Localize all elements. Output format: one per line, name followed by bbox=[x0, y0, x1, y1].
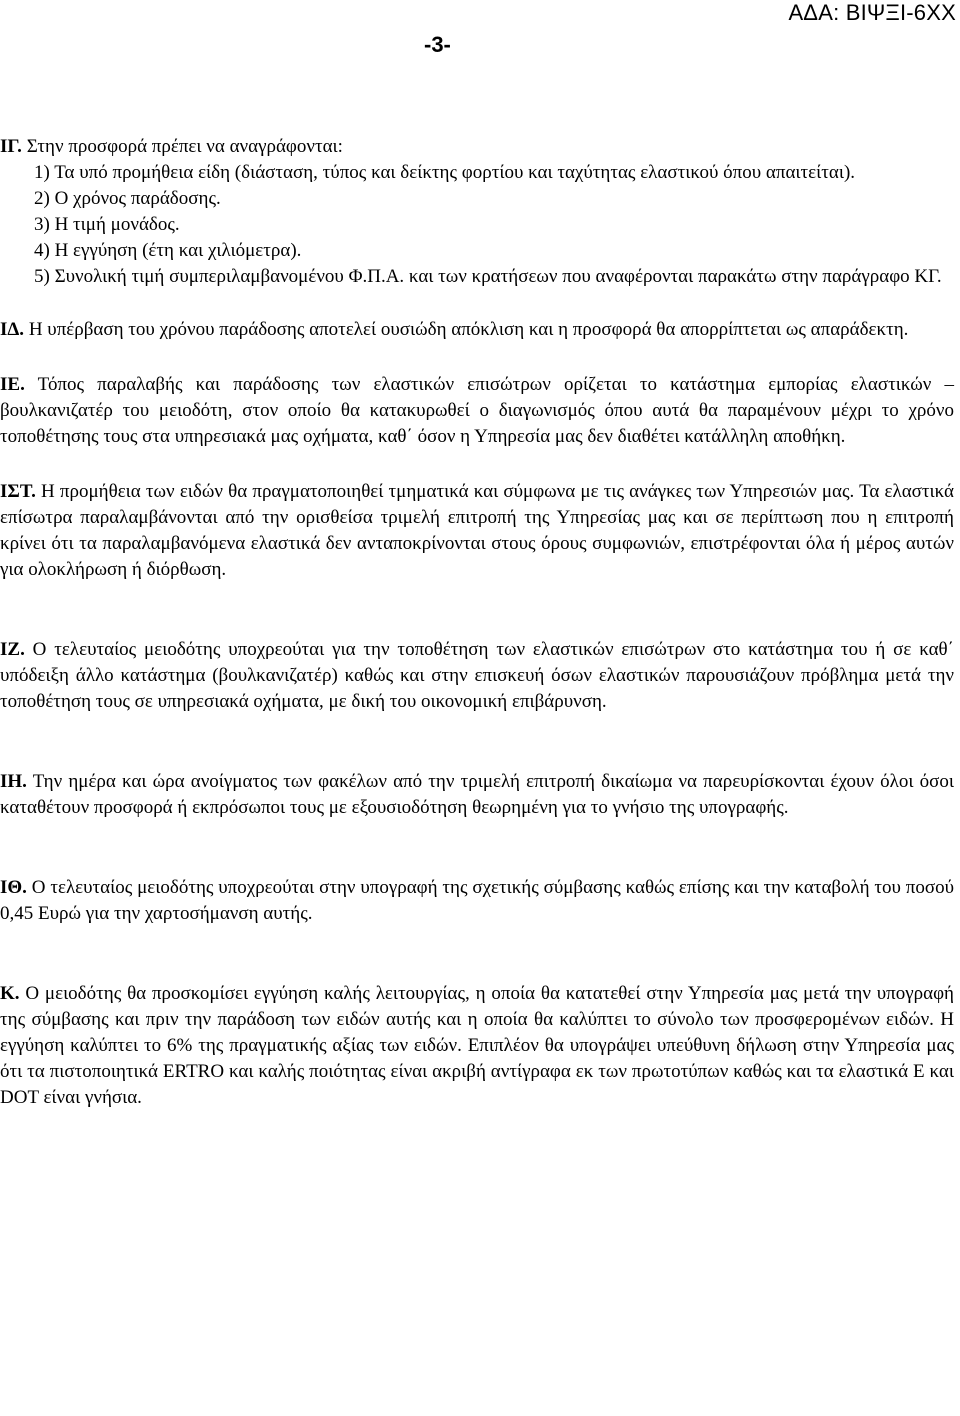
section-text: Ο μειοδότης θα προσκομίσει εγγύηση καλής λειτουργίας, η οποία θα κατατεθεί στην Υπηρεσία μας μετά την υπογραφή της σύμβασης και πριν την παράδοση των ειδών αυτής και η οποία θα καλύπτει το σύνολο των προσφερομένων ειδών. Η εγγύηση καλύπτει το 6% της πραγματικής αξίας των ειδών. Επιπλέον θα υπογράψει υπεύθυνη δήλωση στην Υπηρεσία μας ότι τα πιστοποιητικά ERTRO και καλής ποιότητας είναι ακριβή αντίγραφα εκ των πρωτοτύπων καθώς και τα ελαστικά Ε και DOT είναι γνήσια. bbox=[0, 983, 954, 1108]
section-ist bbox=[0, 479, 954, 583]
section-text: Η υπέρβαση του χρόνου παράδοσης αποτελεί ουσιώδη απόκλιση και η προσφορά θα απορρίπτεται ως απαράδεκτη. bbox=[24, 319, 909, 340]
list-item: 4) Η εγγύηση (έτη και χιλιόμετρα). bbox=[34, 240, 302, 261]
section-text: Ο τελευταίος μειοδότης υποχρεούται στην υπογραφή της σχετικής σύμβασης καθώς επίσης και την καταβολή του ποσού 0,45 Ευρώ για την χαρτοσήμανση αυτής. bbox=[0, 877, 954, 924]
section-text: Τόπος παραλαβής και παράδοσης των ελαστικών επισώτρων ορίζεται το κατάστημα εμπορίας ελαστικών – βουλκανιζατέρ του μειοδότη, στον οποίο θα κατακυρωθεί ο διαγωνισμός όπου αυτά θα παραμένουν μέχρι το χρόνο τοποθέτησης τους στα υπηρεσιακά μας οχήματα, καθ΄ όσον η Υπηρεσία μας δεν διαθέτει κατάλληλη αποθήκη. bbox=[0, 374, 954, 447]
section-ig-intro-text: Στην προσφορά πρέπει να αναγράφονται: bbox=[21, 136, 343, 157]
list-item: 1) Τα υπό προμήθεια είδη (διάσταση, τύπος και δείκτης φορτίου και ταχύτητας ελαστικού όπου απαιτείται). bbox=[34, 162, 856, 183]
section-iz bbox=[0, 637, 954, 715]
section-label: ΙΗ. bbox=[0, 771, 27, 792]
section-text: Την ημέρα και ώρα ανοίγματος των φακέλων από την τριμελή επιτροπή δικαίωμα να παρευρίσκονται έχουν όλοι όσοι καταθέτουν προσφορά ή εκπρόσωποι τους με εξουσιοδότηση θεωρημένη για το γνήσιο της υπογραφής. bbox=[0, 771, 954, 818]
list-item: 3) Η τιμή μονάδος. bbox=[34, 214, 180, 235]
list-item: 2) Ο χρόνος παράδοσης. bbox=[34, 188, 221, 209]
list-item: 5) Συνολική τιμή συμπεριλαμβανομένου Φ.Π.Α. και των κρατήσεων που αναφέρονται παρακάτω στην παράγραφο ΚΓ. bbox=[34, 266, 942, 287]
section-label: ΙΔ. bbox=[0, 319, 25, 340]
section-text: Η προμήθεια των ειδών θα πραγματοποιηθεί τμηματικά και σύμφωνα με τις ανάγκες των Υπηρεσιών μας. Τα ελαστικά επίσωτρα παραλαμβάνονται από την ορισθείσα τριμελή επιτροπή της Υπηρεσίας μας και σε περίπτωση που η επιτροπή κρίνει ότι τα παραλαμβανόμενα ελαστικά δεν ανταποκρίνονται στους όρους συμφωνιών, επιστρέφονται όλα ή μέρος αυτών για ολοκλήρωση ή διόρθωση. bbox=[0, 481, 954, 580]
page-number: -3- bbox=[424, 32, 451, 57]
section-ith bbox=[0, 875, 954, 927]
section-ie bbox=[0, 372, 954, 450]
section-label: ΙΣΤ. bbox=[0, 481, 36, 502]
ada-code: ΑΔΑ: ΒΙΨΞΙ-6ΧΧ bbox=[788, 0, 956, 25]
requirements-list bbox=[0, 160, 954, 290]
section-ig-intro bbox=[0, 134, 954, 160]
section-label: ΙΓ. bbox=[0, 136, 22, 157]
section-label: Κ. bbox=[0, 983, 20, 1004]
section-ih bbox=[0, 769, 954, 821]
section-label: ΙΕ. bbox=[0, 374, 25, 395]
section-text: Ο τελευταίος μειοδότης υποχρεούται για την τοποθέτηση των ελαστικών επισώτρων στο κατάστημα του ή σε καθ΄ υπόδειξη άλλο κατάστημα (βουλκανιζατέρ) καθώς και στην επισκευή όσων ελαστικών παρουσιάζουν πρόβλημα μετά την τοποθέτηση τους σε υπηρεσιακά οχήματα, με δική του οικονομική επιβάρυνση. bbox=[0, 639, 954, 712]
section-k bbox=[0, 981, 954, 1111]
section-label: ΙΖ. bbox=[0, 639, 25, 660]
section-label: ΙΘ. bbox=[0, 877, 27, 898]
section-ig bbox=[0, 134, 954, 290]
section-id bbox=[0, 317, 954, 343]
document-body bbox=[0, 134, 954, 1111]
